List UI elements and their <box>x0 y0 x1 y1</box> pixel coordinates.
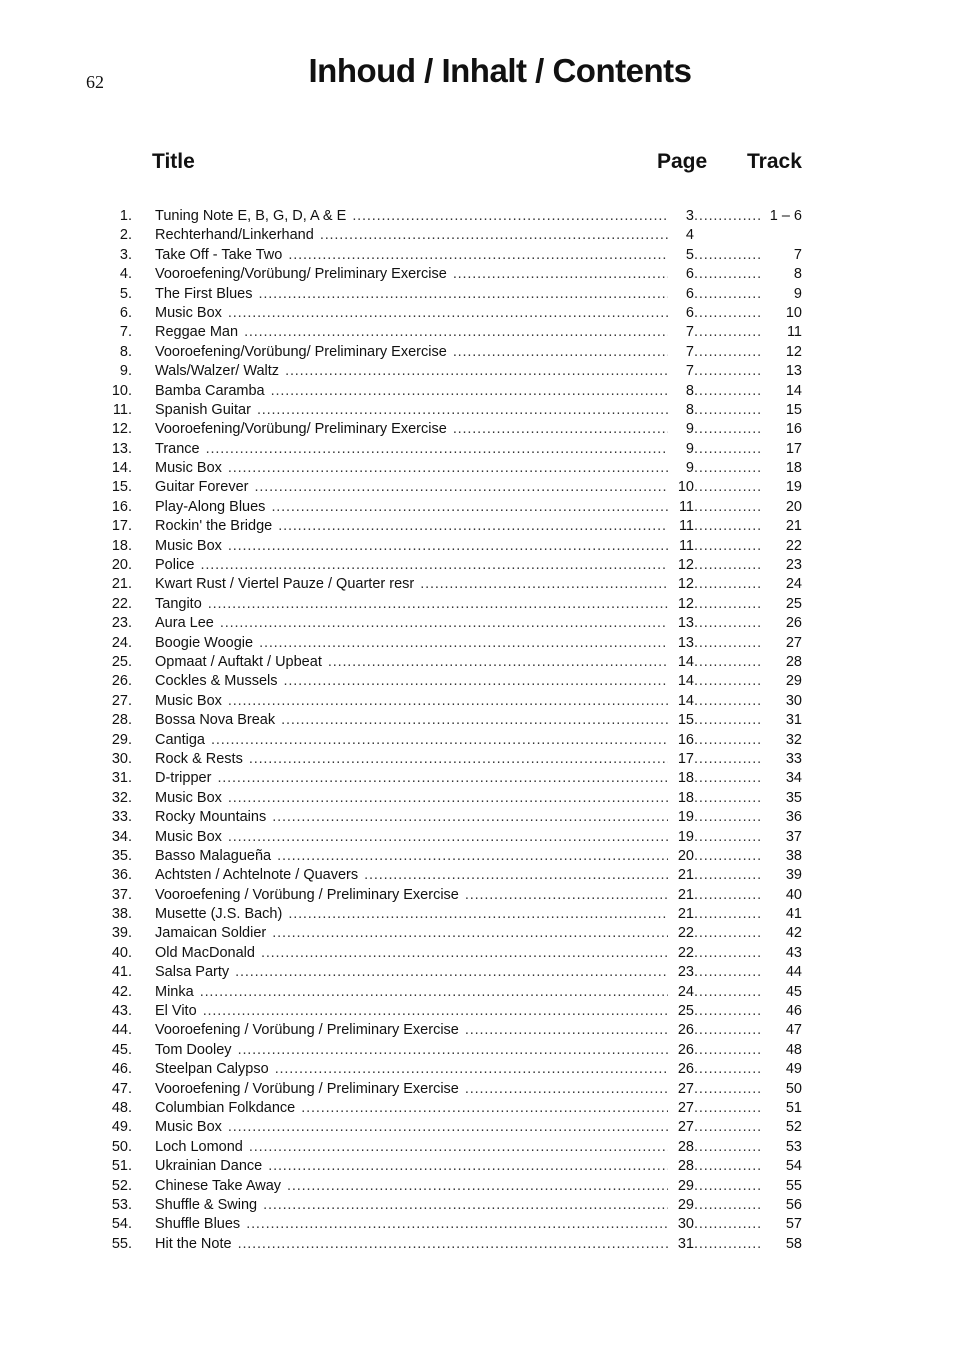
entry-track: 11 <box>760 323 802 342</box>
entry-track: 43 <box>760 944 802 963</box>
toc-entry <box>0 866 958 885</box>
toc-entry <box>0 1002 958 1021</box>
entry-page: 28 <box>668 1138 694 1157</box>
entry-track: 17 <box>760 440 802 459</box>
toc-entry <box>0 828 958 847</box>
entry-title: D-tripper . . . <box>155 769 685 788</box>
toc-entry <box>0 944 958 963</box>
entry-number: 39. <box>111 925 132 942</box>
entry-title: Vooroefening/Vorübung/ Preliminary Exercise . . . <box>155 343 685 362</box>
toc-entry <box>0 847 958 866</box>
entry-page: 13 <box>668 614 694 633</box>
entry-track: 24 <box>760 575 802 594</box>
column-header-page: Page <box>657 150 708 173</box>
entry-title: Music Box . . . <box>155 692 685 711</box>
entry-page: 5 <box>668 246 694 265</box>
toc-entry <box>0 1060 958 1079</box>
entry-number: 25. <box>111 653 132 670</box>
entry-number: 22. <box>111 595 132 612</box>
entry-title: Minka . . . <box>155 983 685 1002</box>
entry-number: 18. <box>111 537 132 554</box>
toc-entry <box>0 498 958 517</box>
entry-title: Reggae Man . . . <box>155 323 685 342</box>
entry-page: 26 <box>668 1041 694 1060</box>
entry-title: Aura Lee . . . <box>155 614 685 633</box>
entry-number: 21. <box>111 576 132 593</box>
entry-track: 12 <box>760 343 802 362</box>
entry-title: Musette (J.S. Bach) . . . <box>155 905 685 924</box>
entry-track: 10 <box>760 304 802 323</box>
toc-entry <box>0 556 958 575</box>
toc-entry <box>0 246 958 265</box>
toc-entry <box>0 769 958 788</box>
entry-title: Rechterhand/Linkerhand . . . <box>155 226 685 245</box>
entry-track: 45 <box>760 983 802 1002</box>
toc-entry <box>0 285 958 304</box>
entry-track: 51 <box>760 1099 802 1118</box>
entry-page: 7 <box>668 323 694 342</box>
entry-number: 14. <box>111 460 132 477</box>
entry-title: Steelpan Calypso . . . <box>155 1060 685 1079</box>
entry-track: 34 <box>760 769 802 788</box>
entry-title: Cantiga . . . <box>155 731 685 750</box>
entry-track: 38 <box>760 847 802 866</box>
entry-page: 20 <box>668 847 694 866</box>
toc-entry <box>0 1118 958 1137</box>
entry-title: Loch Lomond . . . <box>155 1138 685 1157</box>
toc-entry <box>0 420 958 439</box>
entry-track: 40 <box>760 886 802 905</box>
entry-track: 25 <box>760 595 802 614</box>
toc-entry <box>0 731 958 750</box>
entry-track: 19 <box>760 478 802 497</box>
entry-number: 31. <box>111 770 132 787</box>
entry-number: 51. <box>111 1158 132 1175</box>
entry-page: 14 <box>668 653 694 672</box>
entry-number: 8. <box>119 343 132 360</box>
toc-entry <box>0 207 958 226</box>
entry-number: 27. <box>111 692 132 709</box>
toc-entry <box>0 401 958 420</box>
toc-entry <box>0 478 958 497</box>
entry-number: 37. <box>111 886 132 903</box>
entry-page: 21 <box>668 866 694 885</box>
entry-number: 50. <box>111 1138 132 1155</box>
toc-entry <box>0 1215 958 1234</box>
column-header-title: Title <box>152 150 195 173</box>
entry-number: 48. <box>111 1099 132 1116</box>
entry-number: 29. <box>111 731 132 748</box>
entry-track: 37 <box>760 828 802 847</box>
entry-track: 23 <box>760 556 802 575</box>
entry-page: 23 <box>668 963 694 982</box>
entry-title: Kwart Rust / Viertel Pauze / Quarter resr . . . <box>155 575 685 594</box>
entry-track: 32 <box>760 731 802 750</box>
entry-track: 46 <box>760 1002 802 1021</box>
entry-number: 26. <box>111 673 132 690</box>
entry-page: 29 <box>668 1177 694 1196</box>
entry-number: 16. <box>111 498 132 515</box>
entry-page: 27 <box>668 1099 694 1118</box>
entry-number: 38. <box>111 906 132 923</box>
entry-page: 7 <box>668 343 694 362</box>
entry-track: 41 <box>760 905 802 924</box>
entry-page: 18 <box>668 769 694 788</box>
entry-number: 9. <box>119 363 132 380</box>
entry-track: 30 <box>760 692 802 711</box>
entry-page: 17 <box>668 750 694 769</box>
entry-page: 10 <box>668 478 694 497</box>
entry-number: 2. <box>119 227 132 244</box>
entry-number: 23. <box>111 615 132 632</box>
entry-track: 39 <box>760 866 802 885</box>
entry-number: 47. <box>111 1080 132 1097</box>
toc-entry <box>0 1099 958 1118</box>
entry-page: 12 <box>668 575 694 594</box>
entry-title: Ukrainian Dance . . . <box>155 1157 685 1176</box>
entry-page: 12 <box>668 556 694 575</box>
toc-entry <box>0 711 958 730</box>
entry-page: 26 <box>668 1060 694 1079</box>
entry-number: 28. <box>111 712 132 729</box>
toc-entry <box>0 614 958 633</box>
entry-page: 15 <box>668 711 694 730</box>
entry-title: Bossa Nova Break . . . <box>155 711 685 730</box>
entry-title: Vooroefening/Vorübung/ Preliminary Exercise . . . <box>155 265 685 284</box>
entry-title: Music Box . . . <box>155 537 685 556</box>
entry-number: 15. <box>111 479 132 496</box>
toc-entry <box>0 517 958 536</box>
entry-page: 11 <box>668 498 694 517</box>
entry-number: 46. <box>111 1061 132 1078</box>
entry-title: Music Box . . . <box>155 828 685 847</box>
toc-entry <box>0 382 958 401</box>
entry-title: Take Off - Take Two . . . <box>155 246 685 265</box>
entry-number: 43. <box>111 1003 132 1020</box>
toc-entry <box>0 983 958 1002</box>
entry-title: Salsa Party . . . <box>155 963 685 982</box>
entry-track: 53 <box>760 1138 802 1157</box>
entry-page: 9 <box>668 420 694 439</box>
entry-page: 22 <box>668 944 694 963</box>
entry-page: 14 <box>668 672 694 691</box>
toc-entry <box>0 1235 958 1254</box>
toc-entry <box>0 924 958 943</box>
entry-number: 36. <box>111 867 132 884</box>
entry-track: 42 <box>760 924 802 943</box>
entry-title: Cockles & Mussels . . . <box>155 672 685 691</box>
entry-title: Vooroefening/Vorübung/ Preliminary Exercise . . . <box>155 420 685 439</box>
entry-page: 8 <box>668 382 694 401</box>
entry-page: 14 <box>668 692 694 711</box>
entry-page: 12 <box>668 595 694 614</box>
entry-title: Rocky Mountains . . . <box>155 808 685 827</box>
entry-page: 8 <box>668 401 694 420</box>
entry-track: 56 <box>760 1196 802 1215</box>
entry-page: 16 <box>668 731 694 750</box>
toc-entry <box>0 634 958 653</box>
toc-entry <box>0 226 958 245</box>
entry-title: Chinese Take Away . . . <box>155 1177 685 1196</box>
entry-number: 54. <box>111 1216 132 1233</box>
entry-title: Play-Along Blues . . . <box>155 498 685 517</box>
entry-page: 9 <box>668 459 694 478</box>
entry-title: Spanish Guitar . . . <box>155 401 685 420</box>
entry-title: El Vito . . . <box>155 1002 685 1021</box>
contents-list <box>0 207 958 1254</box>
toc-entry <box>0 1041 958 1060</box>
entry-number: 20. <box>111 557 132 574</box>
entry-track: 22 <box>760 537 802 556</box>
entry-page: 26 <box>668 1021 694 1040</box>
entry-title: Music Box . . . <box>155 789 685 808</box>
toc-entry <box>0 1177 958 1196</box>
entry-title: Old MacDonald . . . <box>155 944 685 963</box>
entry-title: Tangito . . . <box>155 595 685 614</box>
toc-entry <box>0 595 958 614</box>
entry-track: 20 <box>760 498 802 517</box>
entry-page: 9 <box>668 440 694 459</box>
entry-number: 34. <box>111 828 132 845</box>
entry-number: 11. <box>112 401 132 418</box>
entry-page: 19 <box>668 828 694 847</box>
entry-page: 6 <box>668 304 694 323</box>
entry-title: Shuffle Blues . . . <box>155 1215 685 1234</box>
toc-entry <box>0 575 958 594</box>
entry-number: 4. <box>119 266 132 283</box>
entry-title: Columbian Folkdance . . . <box>155 1099 685 1118</box>
entry-number: 32. <box>111 789 132 806</box>
entry-page: 4 <box>668 226 694 245</box>
entry-track: 26 <box>760 614 802 633</box>
page-number: 62 <box>86 72 104 92</box>
entry-page: 27 <box>668 1080 694 1099</box>
toc-entry <box>0 653 958 672</box>
entry-title: Vooroefening / Vorübung / Preliminary Exercise . . . <box>155 1021 685 1040</box>
entry-number: 33. <box>111 809 132 826</box>
entry-number: 49. <box>111 1119 132 1136</box>
entry-title: Jamaican Soldier . . . <box>155 924 685 943</box>
entry-number: 40. <box>111 944 132 961</box>
entry-number: 7. <box>119 324 132 341</box>
entry-title: Vooroefening / Vorübung / Preliminary Exercise . . . <box>155 1080 685 1099</box>
entry-track: 21 <box>760 517 802 536</box>
toc-entry <box>0 789 958 808</box>
toc-entry <box>0 692 958 711</box>
entry-number: 3. <box>119 246 132 263</box>
entry-track: 9 <box>760 285 802 304</box>
entry-title: Basso Malagueña . . . <box>155 847 685 866</box>
entry-page: 21 <box>668 886 694 905</box>
entry-title: Hit the Note . . . <box>155 1235 685 1254</box>
entry-page: 31 <box>668 1235 694 1254</box>
entry-track: 15 <box>760 401 802 420</box>
entry-number: 30. <box>111 750 132 767</box>
entry-track: 28 <box>760 653 802 672</box>
entry-number: 6. <box>119 304 132 321</box>
toc-entry <box>0 362 958 381</box>
toc-entry <box>0 343 958 362</box>
entry-track: 16 <box>760 420 802 439</box>
toc-entry <box>0 1157 958 1176</box>
entry-title: Tuning Note E, B, G, D, A & E . . . <box>155 207 685 226</box>
entry-title: Music Box . . . <box>155 1118 685 1137</box>
entry-page: 11 <box>668 517 694 536</box>
entry-number: 55. <box>111 1235 132 1252</box>
entry-page: 24 <box>668 983 694 1002</box>
column-header-track: Track <box>747 150 802 173</box>
toc-entry <box>0 537 958 556</box>
entry-number: 52. <box>111 1177 132 1194</box>
entry-page: 27 <box>668 1118 694 1137</box>
entry-track: 33 <box>760 750 802 769</box>
toc-entry <box>0 886 958 905</box>
entry-page: 3 <box>668 207 694 226</box>
entry-track: 48 <box>760 1041 802 1060</box>
entry-number: 13. <box>111 440 132 457</box>
entry-title: Vooroefening / Vorübung / Preliminary Exercise . . . <box>155 886 685 905</box>
entry-title: Police . . . <box>155 556 685 575</box>
toc-entry <box>0 750 958 769</box>
toc-entry <box>0 265 958 284</box>
entry-page: 18 <box>668 789 694 808</box>
toc-entry <box>0 459 958 478</box>
entry-track: 14 <box>760 382 802 401</box>
toc-entry <box>0 963 958 982</box>
entry-page: 21 <box>668 905 694 924</box>
entry-page: 30 <box>668 1215 694 1234</box>
page-title: Inhoud / Inhalt / Contents <box>308 52 692 89</box>
entry-title: Rockin' the Bridge . . . <box>155 517 685 536</box>
entry-track: 52 <box>760 1118 802 1137</box>
toc-entry <box>0 672 958 691</box>
entry-track: 36 <box>760 808 802 827</box>
toc-entry <box>0 1138 958 1157</box>
entry-track: 55 <box>760 1177 802 1196</box>
entry-track: 44 <box>760 963 802 982</box>
entry-title: Boogie Woogie . . . <box>155 634 685 653</box>
entry-track: 7 <box>760 246 802 265</box>
entry-title: Tom Dooley . . . <box>155 1041 685 1060</box>
entry-track: 50 <box>760 1080 802 1099</box>
entry-number: 5. <box>119 285 132 302</box>
toc-entry <box>0 905 958 924</box>
entry-number: 41. <box>111 964 132 981</box>
entry-title: Achtsten / Achtelnote / Quavers . . . <box>155 866 685 885</box>
entry-track: 8 <box>760 265 802 284</box>
entry-page: 11 <box>668 537 694 556</box>
entry-number: 42. <box>111 983 132 1000</box>
entry-title: Bamba Caramba . . . <box>155 382 685 401</box>
entry-track: 13 <box>760 362 802 381</box>
entry-page: 22 <box>668 924 694 943</box>
toc-entry <box>0 808 958 827</box>
entry-page: 19 <box>668 808 694 827</box>
entry-title: Guitar Forever . . . <box>155 478 685 497</box>
entry-title: Music Box . . . <box>155 459 685 478</box>
entry-track: 57 <box>760 1215 802 1234</box>
entry-track: 27 <box>760 634 802 653</box>
entry-title: Trance . . . <box>155 440 685 459</box>
entry-title: Wals/Walzer/ Waltz . . . <box>155 362 685 381</box>
entry-number: 53. <box>111 1196 132 1213</box>
entry-title: Rock & Rests . . . <box>155 750 685 769</box>
entry-track: 1 – 6 <box>760 207 802 226</box>
entry-page: 25 <box>668 1002 694 1021</box>
entry-title: Music Box . . . <box>155 304 685 323</box>
column-headers <box>0 150 958 180</box>
entry-page: 7 <box>668 362 694 381</box>
toc-entry <box>0 440 958 459</box>
toc-entry <box>0 323 958 342</box>
entry-number: 1. <box>119 208 132 224</box>
entry-track: 49 <box>760 1060 802 1079</box>
entry-number: 24. <box>111 634 132 651</box>
entry-number: 35. <box>111 847 132 864</box>
entry-page: 6 <box>668 265 694 284</box>
entry-number: 17. <box>111 518 132 535</box>
entry-title: The First Blues . . . <box>155 285 685 304</box>
entry-page: 6 <box>668 285 694 304</box>
toc-entry <box>0 1196 958 1215</box>
toc-entry <box>0 304 958 323</box>
entry-track: 31 <box>760 711 802 730</box>
entry-number: 45. <box>111 1041 132 1058</box>
entry-number: 44. <box>111 1022 132 1039</box>
entry-title: Opmaat / Auftakt / Upbeat . . . <box>155 653 685 672</box>
entry-track: 18 <box>760 459 802 478</box>
entry-track: 58 <box>760 1235 802 1254</box>
entry-page: 13 <box>668 634 694 653</box>
entry-track: 35 <box>760 789 802 808</box>
entry-number: 12. <box>111 421 132 438</box>
entry-page: 28 <box>668 1157 694 1176</box>
entry-track: 54 <box>760 1157 802 1176</box>
toc-entry <box>0 1080 958 1099</box>
entry-track: 47 <box>760 1021 802 1040</box>
entry-track: 29 <box>760 672 802 691</box>
toc-entry <box>0 1021 958 1040</box>
entry-title: Shuffle & Swing . . . <box>155 1196 685 1215</box>
entry-page: 29 <box>668 1196 694 1215</box>
entry-number: 10. <box>111 382 132 399</box>
